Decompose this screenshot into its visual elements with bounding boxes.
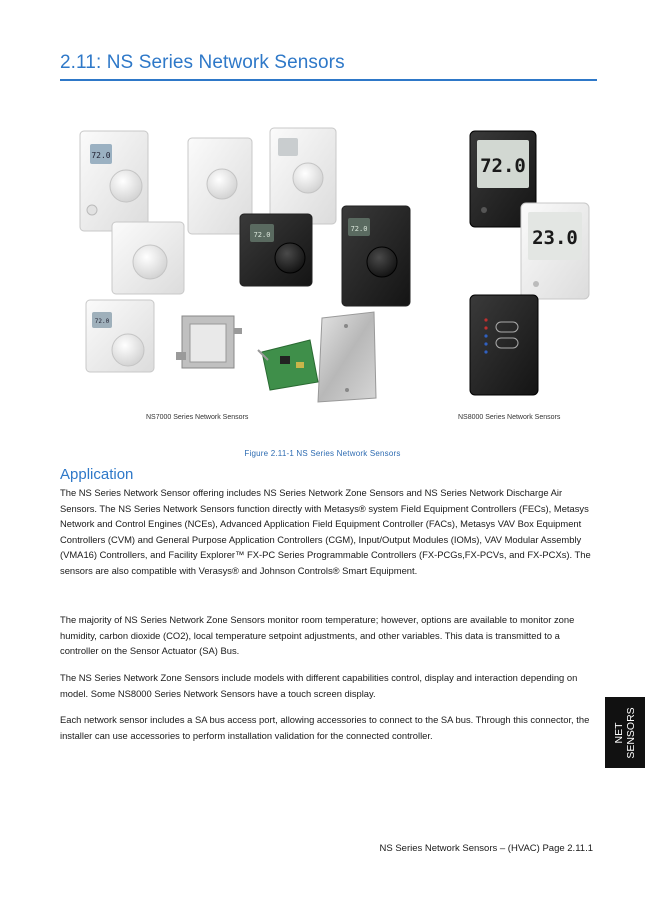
- sensor-white-square: [112, 222, 184, 294]
- sensor-white-display-2: [270, 128, 336, 224]
- paragraph: The majority of NS Series Network Zone Sensors monitor room temperature; however, options are available to monitor zone humidity, carbon dioxide (CO2), local temperature setpoint adjustments, and other variables. This data is transmitted to a controller on the Sensor Actuator (SA) Bus.: [60, 614, 575, 657]
- side-tab-line-1: NET: [613, 722, 625, 744]
- sensor-dark-tall: [342, 206, 410, 306]
- sensor-dark-square: [240, 214, 312, 286]
- display-reading-top-left: 72.0: [91, 151, 111, 160]
- page-footer: NS Series Network Sensors – (HVAC) Page 2.11.1: [379, 843, 593, 854]
- section-heading-application: Application: [60, 466, 134, 483]
- display-reading-mid-dark-left: 72.0: [253, 231, 271, 239]
- sensor-ns8000-black-touch: [470, 295, 538, 395]
- figure-caption: Figure 2.11-1 NS Series Network Sensors: [244, 449, 401, 458]
- display-reading-bottom-left: 72.0: [94, 318, 110, 325]
- display-reading-ns8000-white: 23.0: [532, 227, 578, 249]
- sensor-circuit-board: [258, 340, 318, 390]
- sensor-white-display-3: [86, 300, 154, 372]
- side-tab-label: [613, 707, 637, 758]
- sensor-white-display-1: [80, 131, 148, 231]
- sensor-duct-box: [176, 316, 242, 368]
- page-title: 2.11: NS Series Network Sensors: [60, 52, 345, 73]
- paragraph: The NS Series Network Sensor offering includes NS Series Network Zone Sensors and NS Series Network Discharge Air Sensors. The NS Series Network Sensors function directly with Metasys® system Field Equipment Controllers (FECs), Metasys Network and Control Engines (NCEs), Advanced Application Field Equipment Controller (FACs), Metasys VAV Box Equipment Controllers (CVM) and General Purpose Application Controllers (CGM), Input/Output Modules (IOMs), VAV Modular Assembly (VMA16) Controllers, and Facility Explorer™ FX-PC Series Programmable Controllers (FX-PCGs,FX-PCVs, and FX-PCXs). The sensors are also compatible with Verasys® and Johnson Controls® Smart Equipment.: [60, 487, 591, 576]
- sensor-ns8000-white-display: [521, 203, 589, 299]
- paragraph: Each network sensor includes a SA bus access port, allowing accessories to connect to the SA bus. Through this connector, the installer can use accessories to perform installation validation for the connected controller.: [60, 714, 590, 741]
- side-tab-line-2: SENSORS: [625, 706, 637, 759]
- caption-ns8000: NS8000 Series Network Sensors: [458, 414, 561, 421]
- sensor-steel-plate: [318, 312, 376, 402]
- display-reading-mid-dark-right: 72.0: [350, 225, 368, 233]
- caption-ns7000: NS7000 Series Network Sensors: [146, 414, 249, 421]
- display-reading-ns8000-black: 72.0: [480, 155, 526, 177]
- paragraph: The NS Series Network Zone Sensors include models with different capabilities control, display and interaction depending on model. Some NS8000 Series Network Sensors have a touch screen display.: [60, 672, 578, 699]
- side-tab: [605, 697, 645, 768]
